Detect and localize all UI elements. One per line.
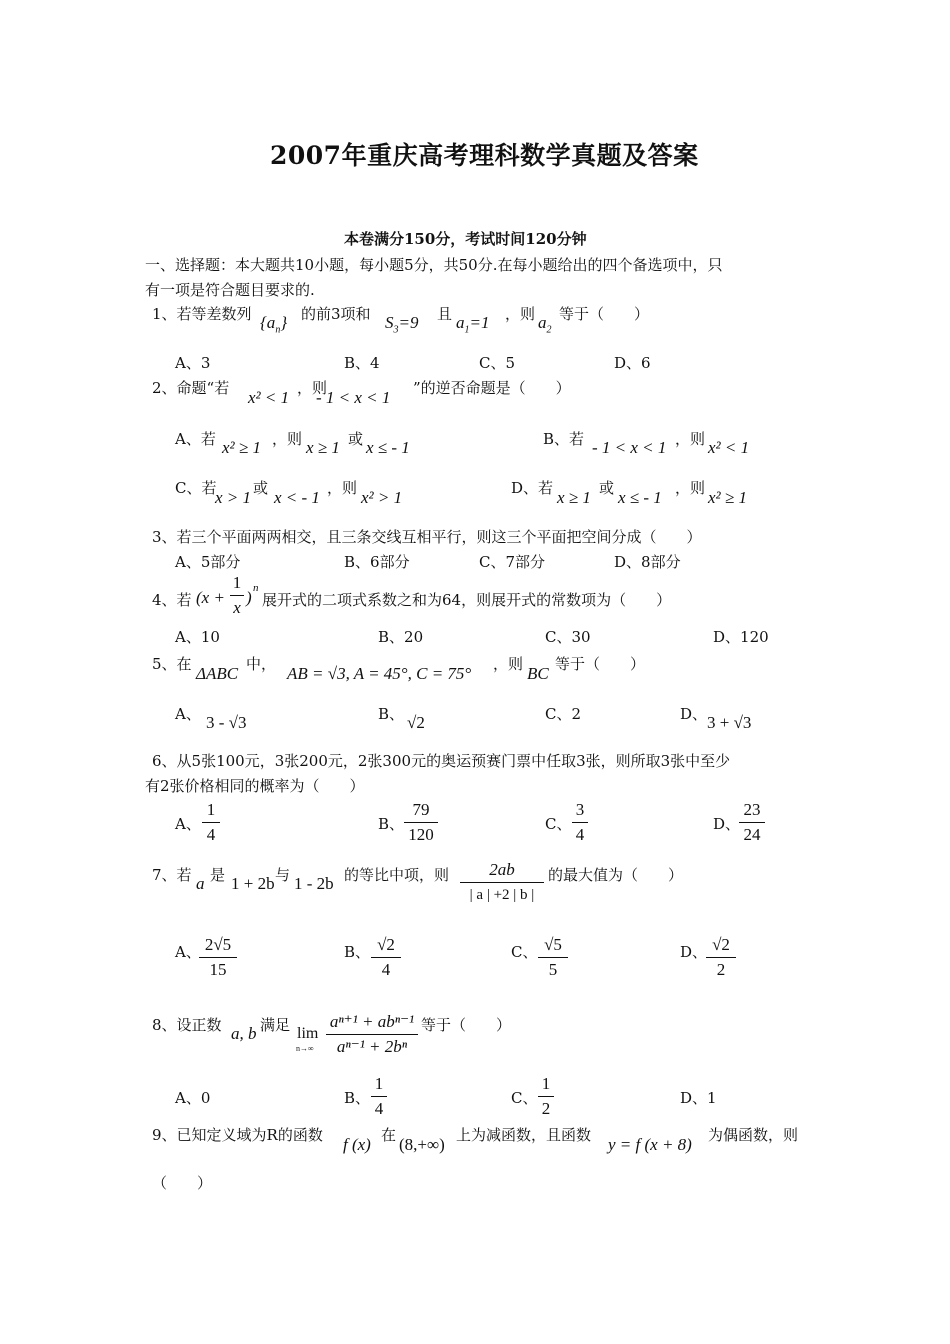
q8-fraction: aⁿ⁺¹ + abⁿ⁻¹ aⁿ⁻¹ + 2bⁿ (326, 1011, 418, 1058)
q3-stem: 3、若三个平面两两相交，且三条交线互相平行，则这三个平面把空间分成（ ） (152, 528, 702, 546)
q6-option-b-label: B、 (378, 815, 405, 833)
q1-a2: $a_2$ (538, 313, 552, 336)
q1-tail: 等于（ ） (559, 305, 650, 323)
q2-option-d-cond2: x ≤ - 1 (618, 488, 662, 507)
q2-option-d-label: D、若 (511, 479, 554, 497)
q1-sequence: $\{a_n\}$ (260, 313, 288, 336)
q7-stem-a: 7、若 (152, 866, 192, 884)
q4-option-a: A、10 (175, 628, 220, 646)
q2-option-d-result: x² ≥ 1 (708, 488, 747, 507)
q8-option-a: A、0 (175, 1089, 211, 1107)
q1-stem-a: 1、若等差数列 (152, 305, 252, 323)
q6-option-a-fraction: 1 4 (202, 799, 220, 846)
q2-stem-a: 2、命题“若 (152, 379, 230, 397)
q2-option-c-cond1: x > 1 (215, 488, 252, 507)
q5-mid: 中， (246, 655, 277, 673)
q4-exponent: n (253, 582, 259, 594)
q5-option-a-label: A、 (175, 705, 201, 723)
q7-mid: 的等比中项，则 (344, 866, 450, 884)
q9-yfx: y = f (x + 8) (608, 1135, 692, 1154)
q2-option-a-or: 或 (348, 430, 364, 448)
q5-option-c: C、2 (545, 705, 582, 723)
q2-option-d-cond1: x ≥ 1 (557, 488, 591, 507)
q4-stem-a: 4、若 (152, 591, 192, 609)
q7-tail: 的最大值为（ ） (548, 866, 684, 884)
q9-in: 在 (381, 1126, 397, 1144)
q2-option-c-then: ，则 (327, 479, 358, 497)
q9-interval: (8,+∞) (399, 1135, 445, 1154)
q5-triangle: ΔABC (196, 664, 239, 683)
q1-a1: $a_1=1$ (456, 313, 490, 336)
q1-and: 且 (437, 305, 453, 323)
q7-expr1: 1 + 2b (231, 874, 275, 893)
q2-option-a-r2: x ≤ - 1 (366, 438, 410, 457)
q7-option-c-label: C、 (511, 943, 538, 961)
q6-option-c-fraction: 3 4 (572, 799, 588, 846)
q5-tail: 等于（ ） (555, 655, 646, 673)
q8-mid: 满足 (260, 1016, 291, 1034)
exam-subtitle: 本卷满分150分，考试时间120分钟 (344, 230, 587, 248)
q2-option-b-result: x² < 1 (708, 438, 750, 457)
q2-option-a-r1: x ≥ 1 (306, 438, 340, 457)
q7-expr2: 1 - 2b (294, 874, 334, 893)
q7-option-d-label: D、 (680, 943, 708, 961)
q6-option-a-label: A、 (175, 815, 201, 833)
q8-option-c-label: C、 (511, 1089, 538, 1107)
q6-option-d-label: D、 (713, 815, 741, 833)
q8-option-b-fraction: 1 4 (371, 1073, 387, 1120)
q2-option-c-result: x² > 1 (361, 488, 403, 507)
q2-option-b-label: B、若 (543, 430, 585, 448)
q8-vars: a, b (231, 1024, 257, 1043)
q1-then: ，则 (505, 305, 536, 323)
section-instructions-line2: 有一项是符合题目要求的. (145, 281, 315, 299)
q4-option-c: C、30 (545, 628, 591, 646)
q5-option-a-value: 3 - √3 (206, 713, 247, 732)
q7-option-c-fraction: √5 5 (538, 934, 568, 981)
q7-option-b-fraction: √2 4 (371, 934, 401, 981)
q5-bc: BC (527, 664, 549, 683)
q7-option-d-fraction: √2 2 (706, 934, 736, 981)
q6-stem-line2: 有2张价格相同的概率为（ ） (145, 777, 365, 795)
q2-option-a-then: ，则 (272, 430, 303, 448)
q5-then: ，则 (493, 655, 524, 673)
q7-option-b-label: B、 (344, 943, 371, 961)
q4-expr-close: ) (246, 588, 252, 607)
q4-option-d: D、120 (713, 628, 769, 646)
q3-option-c: C、7部分 (479, 553, 546, 571)
q9-tail: 为偶函数，则 (708, 1126, 799, 1144)
q6-option-d-fraction: 23 24 (739, 799, 765, 846)
q7-and: 与 (275, 866, 291, 884)
q7-option-a-label: A、 (175, 943, 201, 961)
q8-lim-sub: n→∞ (296, 1044, 314, 1053)
q2-option-d-or: 或 (599, 479, 615, 497)
q7-var-a: a (196, 874, 205, 893)
q8-option-b-label: B、 (344, 1089, 371, 1107)
q5-option-d-label: D、 (680, 705, 708, 723)
q2-option-b-then: ，则 (675, 430, 706, 448)
q7-option-a-fraction: 2√5 15 (199, 934, 237, 981)
q2-option-a-label: A、若 (175, 430, 216, 448)
q5-option-d-value: 3 + √3 (707, 713, 752, 732)
q8-tail: 等于（ ） (421, 1016, 512, 1034)
q1-stem-b: 的前3项和 (301, 305, 371, 323)
q6-option-c-label: C、 (545, 815, 572, 833)
q2-option-c-label: C、若 (175, 479, 217, 497)
q1-option-a: A、3 (175, 354, 211, 372)
q4-option-b: B、20 (378, 628, 424, 646)
q8-option-c-fraction: 1 2 (538, 1073, 554, 1120)
q4-fraction: 1 x (230, 572, 244, 619)
q1-s3: $S_3=9$ (385, 313, 419, 336)
q4-expr-open: (x + (196, 588, 225, 607)
q9-fx: f (x) (343, 1135, 371, 1154)
q2-then: ，则 (297, 379, 328, 397)
q3-option-a: A、5部分 (175, 553, 241, 571)
q2-option-c-cond2: x < - 1 (274, 488, 320, 507)
q2-option-a-cond: x² ≥ 1 (222, 438, 261, 457)
q7-fraction: 2ab | a | +2 | b | (460, 859, 544, 906)
q1-option-d: D、6 (614, 354, 651, 372)
q2-conclusion: - 1 < x < 1 (316, 388, 391, 407)
q8-option-d: D、1 (680, 1089, 717, 1107)
q5-condition: AB = √3, A = 45°, C = 75° (287, 664, 472, 683)
q5-option-b-value: √2 (407, 713, 425, 732)
q1-option-c: C、5 (479, 354, 516, 372)
q6-option-b-fraction: 79 120 (404, 799, 438, 846)
q9-stem-a: 9、已知定义域为R的函数 (152, 1126, 323, 1144)
q6-stem-line1: 6、从5张100元，3张200元，2张300元的奥运预赛门票中任取3张，则所取3张中至少 (152, 752, 731, 770)
q9-answer-parens: （ ） (152, 1174, 213, 1192)
q2-option-b-cond: - 1 < x < 1 (592, 438, 667, 457)
q7-is: 是 (210, 866, 226, 884)
q3-option-d: D、8部分 (614, 553, 681, 571)
q4-stem-b: 展开式的二项式系数之和为64，则展开式的常数项为（ ） (262, 591, 672, 609)
q1-option-b: B、4 (344, 354, 380, 372)
q2-option-d-then: ，则 (675, 479, 706, 497)
q8-stem-a: 8、设正数 (152, 1016, 222, 1034)
q9-mid: 上为减函数，且函数 (456, 1126, 592, 1144)
page-title: 2007年重庆高考理科数学真题及答案 (270, 141, 699, 170)
q5-stem-a: 5、在 (152, 655, 192, 673)
section-instructions-line1: 一、选择题：本大题共10小题，每小题5分，共50分.在每小题给出的四个备选项中，只 (145, 256, 723, 274)
q2-option-c-or: 或 (253, 479, 269, 497)
q2-tail: ”的逆否命题是（ ） (413, 379, 571, 397)
q8-lim: lim (297, 1025, 319, 1042)
q2-condition: x² < 1 (248, 388, 290, 407)
q5-option-b-label: B、 (378, 705, 405, 723)
q3-option-b: B、6部分 (344, 553, 410, 571)
